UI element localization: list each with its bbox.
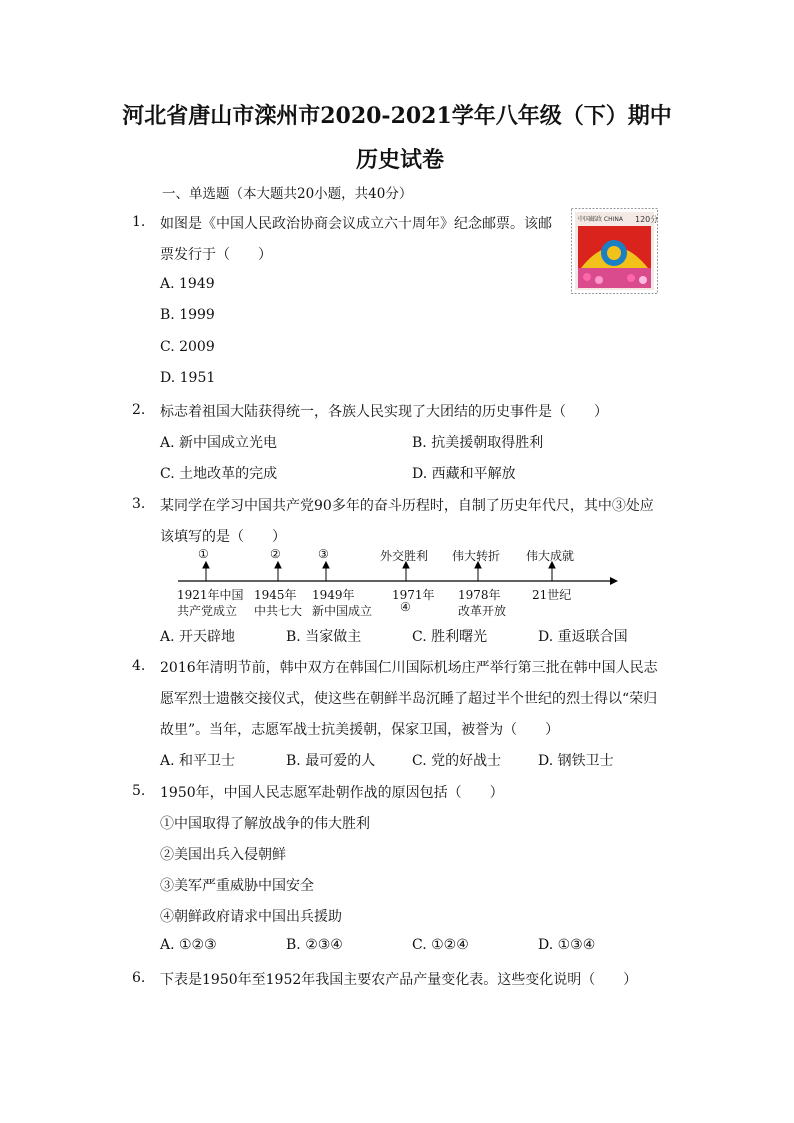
question-3-option-a[interactable]: A. 开天辟地 — [160, 629, 236, 645]
timeline-year: 1945年 — [254, 588, 297, 602]
question-3-number: 3. — [132, 496, 146, 512]
question-6-number: 6. — [132, 970, 146, 986]
timeline-top-label: ① — [198, 547, 209, 561]
cppcc-stamp-image — [571, 208, 658, 294]
timeline-event: 共产党成立 — [177, 604, 238, 618]
question-2-option-c[interactable]: C. 土地改革的完成 — [160, 466, 278, 482]
question-6-text: 下表是1950年至1952年我国主要农产品产量变化表。这些变化说明（ ） — [160, 972, 638, 988]
question-1-text: 如图是《中国人民政治协商会议成立六十周年》纪念邮票。该邮 — [160, 216, 552, 232]
question-4-text-cont: 愿军烈士遗骸交接仪式，使这些在朝鲜半岛沉睡了超过半个世纪的烈士得以“荣归 — [160, 691, 658, 707]
question-2-number: 2. — [132, 402, 146, 418]
timeline-year: 1971年 — [392, 588, 435, 602]
question-3-option-b[interactable]: B. 当家做主 — [286, 629, 362, 645]
timeline-event: 中共七大 — [254, 604, 303, 618]
document-title-line2: 历史试卷 — [355, 147, 444, 173]
question-5-number: 5. — [132, 783, 146, 799]
timeline-year: 1921年中国 — [177, 588, 244, 602]
question-5-text: 1950年，中国人民志愿军赴朝作战的原因包括（ ） — [160, 785, 504, 801]
timeline-event: ④ — [400, 600, 411, 614]
question-4-text: 2016年清明节前，韩中双方在韩国仁川国际机场庄严举行第三批在韩中国人民志 — [160, 660, 658, 676]
question-4-number: 4. — [132, 658, 146, 674]
question-4-option-b[interactable]: B. 最可爱的人 — [286, 753, 376, 769]
question-3-option-c[interactable]: C. 胜利曙光 — [412, 629, 488, 645]
timeline-year: 1978年 — [458, 588, 501, 602]
question-2-option-b[interactable]: B. 抗美援朝取得胜利 — [412, 435, 544, 451]
question-3-text-cont: 该填写的是（ ） — [160, 529, 286, 545]
question-1-option-b[interactable]: B. 1999 — [160, 307, 215, 323]
question-5-option-d[interactable]: D. ①③④ — [538, 937, 596, 953]
question-5-item: ④朝鲜政府请求中国出兵援助 — [160, 909, 342, 925]
timeline-top-label: 外交胜利 — [380, 549, 429, 563]
question-1-option-c[interactable]: C. 2009 — [160, 339, 215, 355]
question-2-option-d[interactable]: D. 西藏和平解放 — [412, 466, 516, 482]
timeline-top-label: ③ — [318, 547, 329, 561]
document-title-line1: 河北省唐山市滦州市2020-2021学年八年级（下）期中 — [122, 103, 672, 129]
history-timeline — [170, 544, 620, 624]
question-1-option-a[interactable]: A. 1949 — [160, 276, 215, 292]
stamp-value: 120分 — [635, 215, 658, 224]
timeline-event: 改革开放 — [458, 604, 507, 618]
question-4-option-c[interactable]: C. 党的好战士 — [412, 753, 502, 769]
question-1-number: 1. — [132, 214, 146, 230]
stamp-label: 中国邮政 CHINA — [578, 216, 623, 223]
timeline-top-label: ② — [270, 547, 281, 561]
timeline-top-label: 伟大成就 — [526, 549, 575, 563]
question-5-item: ②美国出兵入侵朝鲜 — [160, 847, 286, 863]
question-1-text-cont: 票发行于（ ） — [160, 247, 272, 263]
question-4-option-a[interactable]: A. 和平卫士 — [160, 753, 236, 769]
timeline-year: 1949年 — [312, 588, 355, 602]
question-3-option-d[interactable]: D. 重返联合国 — [538, 629, 628, 645]
question-5-option-a[interactable]: A. ①②③ — [160, 937, 217, 953]
question-1-option-d[interactable]: D. 1951 — [160, 370, 216, 386]
question-3-text: 某同学在学习中国共产党90多年的奋斗历程时，自制了历史年代尺，其中③处应 — [160, 498, 654, 514]
question-5-item: ③美军严重威胁中国安全 — [160, 878, 314, 894]
question-5-option-b[interactable]: B. ②③④ — [286, 937, 343, 953]
question-4-option-d[interactable]: D. 钢铁卫士 — [538, 753, 614, 769]
timeline-event: 新中国成立 — [312, 604, 373, 618]
timeline-top-label: 伟大转折 — [452, 549, 501, 563]
question-5-item: ①中国取得了解放战争的伟大胜利 — [160, 816, 370, 832]
question-4-text-cont2: 故里”。当年，志愿军战士抗美援朝，保家卫国，被誉为（ ） — [160, 722, 560, 738]
timeline-year: 21世纪 — [532, 588, 572, 602]
question-5-option-c[interactable]: C. ①②④ — [412, 937, 469, 953]
section-heading: 一、单选题（本大题共20小题，共40分） — [162, 186, 413, 202]
question-2-option-a[interactable]: A. 新中国成立光电 — [160, 435, 278, 451]
question-2-text: 标志着祖国大陆获得统一，各族人民实现了大团结的历史事件是（ ） — [160, 404, 608, 420]
